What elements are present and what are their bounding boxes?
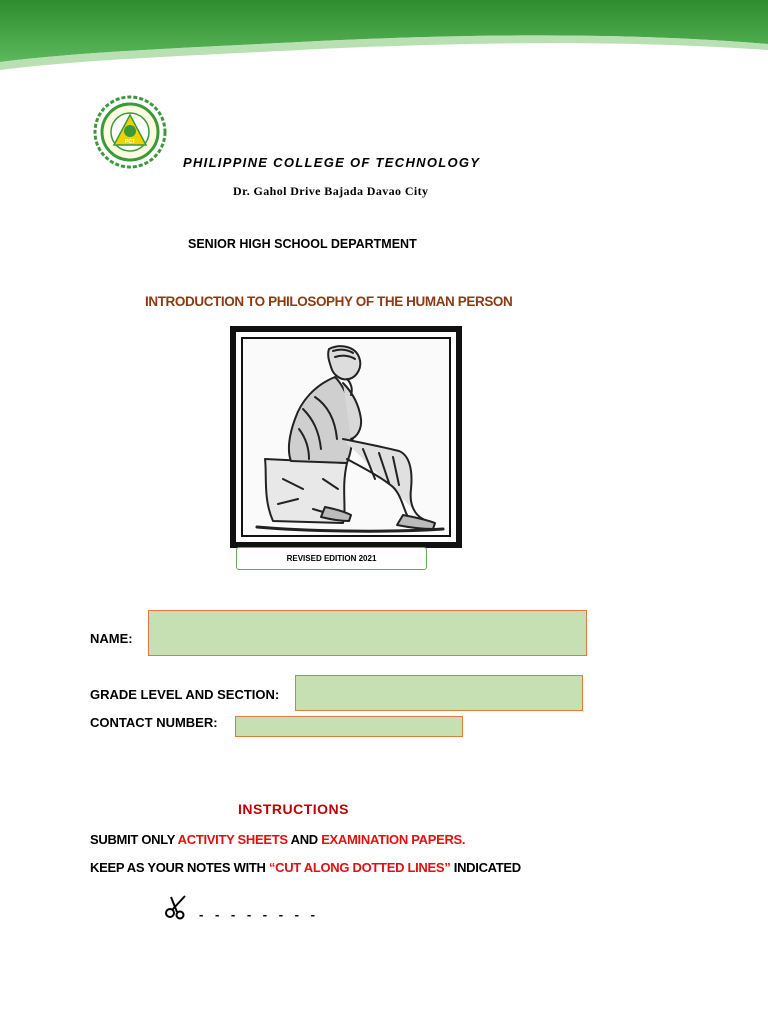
grade-section-field[interactable] [295,675,583,711]
thinking-man-illustration [243,339,451,537]
instructions-title: INSTRUCTIONS [238,801,349,817]
header-banner [0,0,768,80]
edition-badge: REVISED EDITION 2021 [236,547,427,570]
department-title: SENIOR HIGH SCHOOL DEPARTMENT [188,237,417,251]
grade-section-label: GRADE LEVEL AND SECTION: [90,687,280,702]
contact-number-label: CONTACT NUMBER: [90,715,218,730]
instruction-line-1 [90,832,465,847]
name-label: NAME: [90,631,133,646]
scissors-icon [163,894,193,920]
contact-number-field[interactable] [235,716,463,737]
school-seal-icon [90,95,170,169]
school-name: PHILIPPINE COLLEGE OF TECHNOLOGY [183,155,481,170]
name-field[interactable] [148,610,587,656]
instruction-line-2 [90,860,521,875]
svg-text:PCT: PCT [125,139,135,145]
instruction-text: INDICATED [450,860,521,875]
examination-papers-highlight: EXAMINATION PAPERS. [321,832,466,847]
instruction-text: AND [287,832,322,847]
activity-sheets-highlight: ACTIVITY SHEETS [177,832,288,847]
cover-illustration-frame [230,326,462,548]
subject-title: INTRODUCTION TO PHILOSOPHY OF THE HUMAN PERSON [145,294,513,309]
cut-along-highlight: “CUT ALONG DOTTED LINES” [268,860,451,875]
instruction-text: KEEP AS YOUR NOTES WITH [90,860,269,875]
dotted-cut-line: - - - - - - - - [199,907,319,922]
instruction-text: SUBMIT ONLY [90,832,178,847]
school-address: Dr. Gahol Drive Bajada Davao City [233,184,429,198]
